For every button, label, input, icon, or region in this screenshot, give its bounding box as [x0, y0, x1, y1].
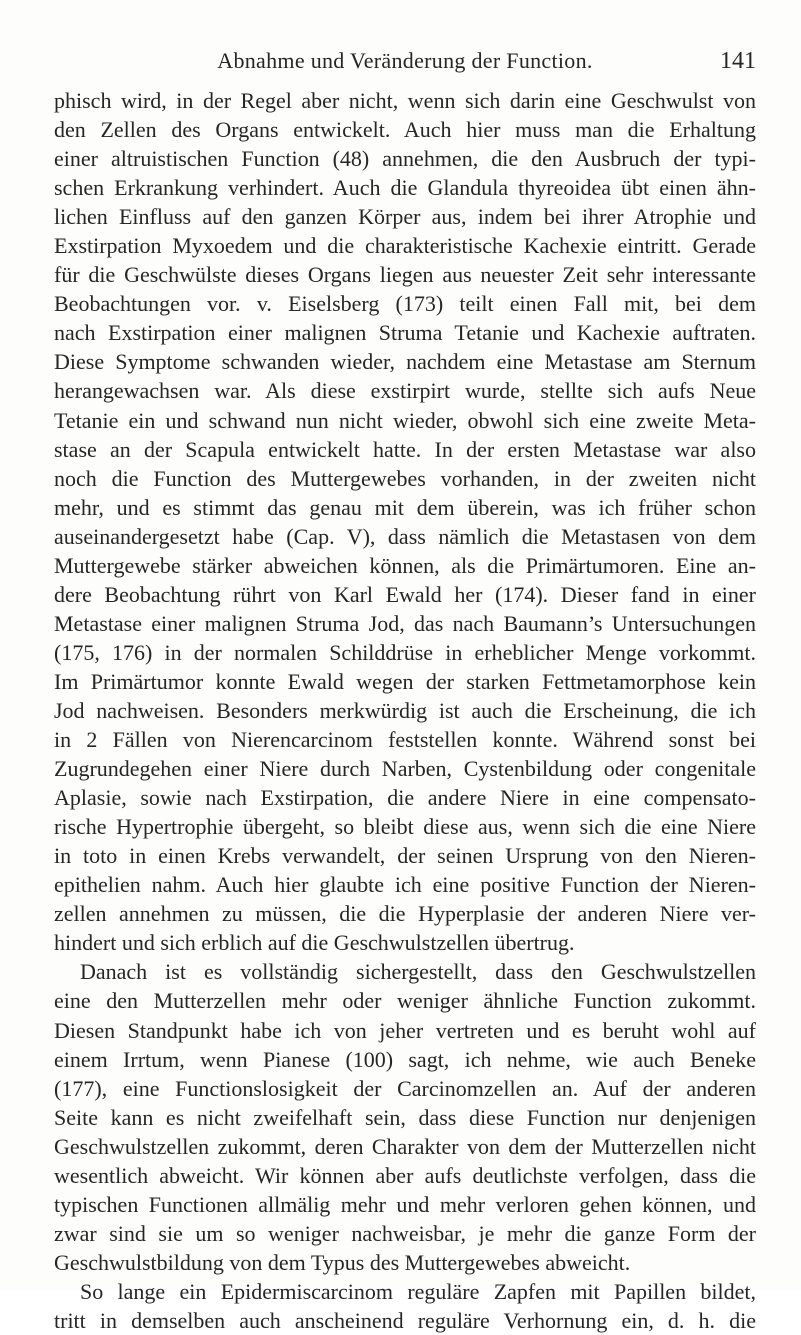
text-line: auseinandergesetzt habe (Cap. V), dass nämlich die Metastasen von dem	[54, 523, 756, 549]
text-line: einem Irrtum, wenn Pianese (100) sagt, ich nehme, wie auch Beneke	[54, 1046, 756, 1072]
paragraph-3	[54, 1277, 756, 1335]
text-line: Exstirpation Myxoedem und die charakteristische Kachexie eintritt. Gerade	[54, 233, 756, 259]
text-line: Diese Symptome schwanden wieder, nachdem eine Metastase am Sternum	[54, 349, 756, 375]
text-line: rische Hypertrophie übergeht, so bleibt diese aus, wenn sich die eine Niere	[54, 814, 756, 840]
body-text	[54, 86, 756, 1335]
text-line: Zugrundegehen einer Niere durch Narben, Cystenbildung oder congenitale	[54, 756, 756, 782]
text-line: mehr, und es stimmt das genau mit dem überein, was ich früher schon	[54, 494, 756, 520]
text-line: eine den Mutterzellen mehr oder weniger ähnliche Function zukommt.	[54, 988, 756, 1014]
text-line: Beobachtungen vor. v. Eiselsberg (173) teilt einen Fall mit, bei dem	[54, 291, 756, 317]
text-line: (175, 176) in der normalen Schilddrüse in erheblicher Menge vorkommt.	[54, 639, 756, 665]
text-line: Tetanie ein und schwand nun nicht wieder, obwohl sich eine zweite Meta-	[54, 407, 756, 433]
text-line: Metastase einer malignen Struma Jod, das nach Baumann’s Untersuchungen	[54, 610, 756, 636]
text-line: stase an der Scapula entwickelt hatte. In der ersten Metastase war also	[54, 436, 756, 462]
text-line: einer altruistischen Function (48) annehmen, die den Ausbruch der typi-	[54, 146, 756, 172]
text-line: tritt in demselben auch anscheinend reguläre Verhornung ein, d. h. die	[54, 1307, 756, 1333]
text-line: herangewachsen war. Als diese exstirpirt wurde, stellte sich aufs Neue	[54, 378, 756, 404]
text-line: Geschwulstbildung von dem Typus des Muttergewebes abweicht.	[54, 1249, 631, 1275]
text-line: hindert und sich erblich auf die Geschwulstzellen übertrug.	[54, 930, 575, 956]
text-line: Geschwulstzellen zukommt, deren Charakter von dem der Mutterzellen nicht	[54, 1133, 756, 1159]
text-line: den Zellen des Organs entwickelt. Auch hier muss man die Erhaltung	[54, 117, 756, 143]
text-line: lichen Einfluss auf den ganzen Körper aus, indem bei ihrer Atrophie und	[54, 204, 756, 230]
text-line: für die Geschwülste dieses Organs liegen aus neuester Zeit sehr interessante	[54, 262, 756, 288]
running-title: Abnahme und Veränderung der Function.	[217, 48, 593, 73]
text-line: zwar sind sie um so weniger nachweisbar, je mehr die ganze Form der	[54, 1220, 756, 1246]
text-line: Danach ist es vollständig sichergestellt, dass den Geschwulstzellen	[80, 959, 756, 985]
running-head	[54, 46, 756, 76]
page-number: 141	[720, 48, 756, 74]
text-line: (177), eine Functionslosigkeit der Carcinomzellen an. Auf der anderen	[54, 1075, 756, 1101]
text-line: phisch wird, in der Regel aber nicht, wenn sich darin eine Geschwulst von	[54, 88, 756, 113]
text-line: Diesen Standpunkt habe ich von jeher vertreten und es beruht wohl auf	[54, 1017, 756, 1043]
paragraph-1	[54, 86, 756, 957]
text-line: Im Primärtumor konnte Ewald wegen der starken Fettmetamorphose kein	[54, 668, 756, 694]
text-line: Jod nachweisen. Besonders merkwürdig ist auch die Erscheinung, die ich	[54, 697, 756, 723]
text-line: nach Exstirpation einer malignen Struma Tetanie und Kachexie auftraten.	[54, 320, 756, 346]
text-line: Muttergewebe stärker abweichen können, als die Primärtumoren. Eine an-	[54, 552, 756, 578]
text-line: typischen Functionen allmälig mehr und mehr verloren gehen können, und	[54, 1191, 756, 1217]
text-line: epithelien nahm. Auch hier glaubte ich eine positive Function der Nieren-	[54, 872, 756, 898]
text-line: in 2 Fällen von Nierencarcinom feststellen konnte. Während sonst bei	[54, 727, 756, 753]
text-line: So lange ein Epidermiscarcinom reguläre Zapfen mit Papillen bildet,	[80, 1278, 756, 1304]
text-line: wesentlich abweicht. Wir können aber aufs deutlichste verfolgen, dass die	[54, 1162, 756, 1188]
text-line: noch die Function des Muttergewebes vorhanden, in der zweiten nicht	[54, 465, 756, 491]
text-line: Seite kann es nicht zweifelhaft sein, dass diese Function nur denjenigen	[54, 1104, 756, 1130]
text-line: schen Erkrankung verhindert. Auch die Glandula thyreoidea übt einen ähn-	[54, 175, 756, 201]
text-line: zellen annehmen zu müssen, die die Hyperplasie der anderen Niere ver-	[54, 901, 756, 927]
text-line: in toto in einen Krebs verwandelt, der seinen Ursprung von den Nieren-	[54, 843, 756, 869]
paragraph-2	[54, 957, 756, 1277]
text-line: Aplasie, sowie nach Exstirpation, die andere Niere in eine compensato-	[54, 785, 756, 811]
text-line: dere Beobachtung rührt von Karl Ewald her (174). Dieser fand in einer	[54, 581, 756, 607]
